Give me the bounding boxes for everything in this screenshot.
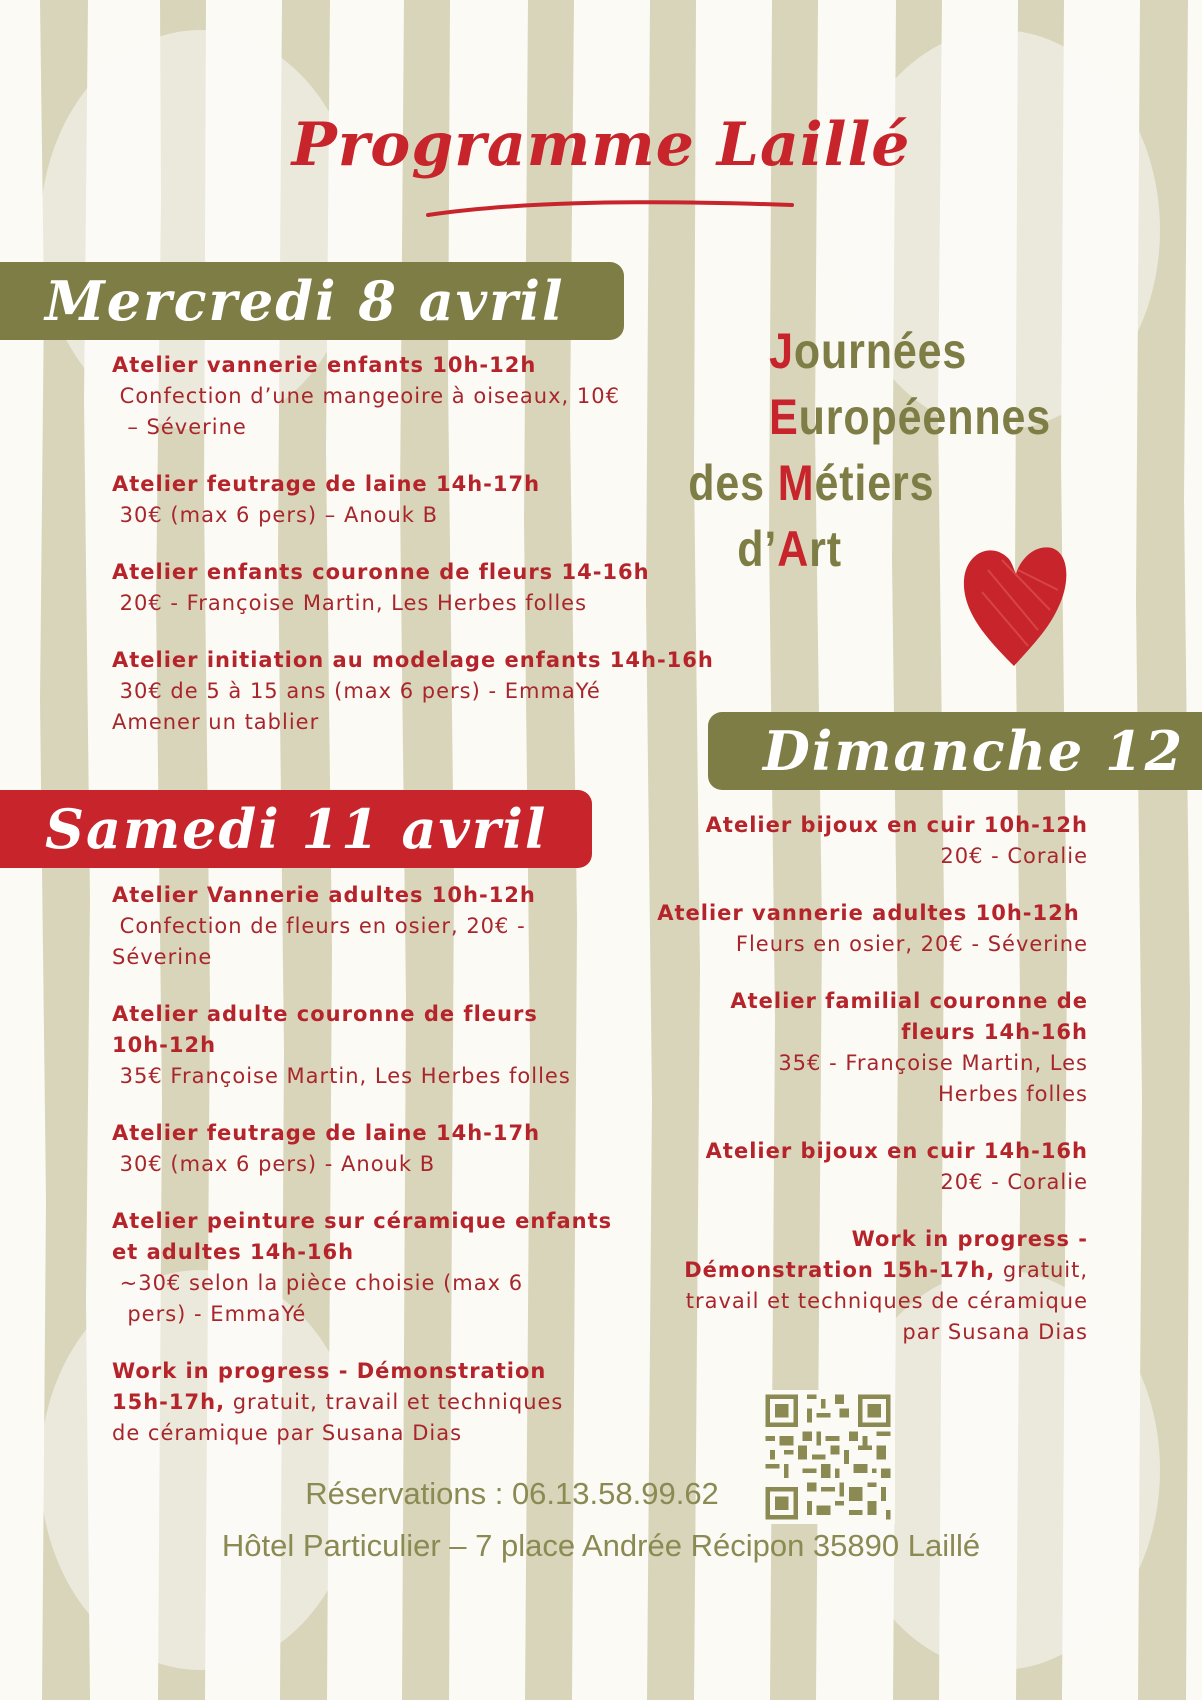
event-title: Atelier enfants couronne de fleurs 14-16h bbox=[112, 560, 650, 584]
reservations: Réservations : 06.13.58.99.62 bbox=[305, 1476, 719, 1511]
event-description: pers) - EmmaYé bbox=[112, 1302, 307, 1326]
event-description: Confection de fleurs en osier, 20€ - bbox=[112, 914, 526, 938]
jema-word: des bbox=[688, 455, 778, 511]
event-description: Séverine bbox=[112, 945, 213, 969]
event-title: Atelier adulte couronne de fleurs bbox=[112, 1002, 538, 1026]
event-description: Confection d’une mangeoire à oiseaux, 10€ bbox=[112, 384, 620, 408]
heart-icon bbox=[958, 540, 1070, 670]
event-description: 35€ - Françoise Martin, Les bbox=[778, 1051, 1088, 1075]
wednesday-heading-banner bbox=[0, 262, 624, 340]
event-title: Atelier familial couronne de bbox=[730, 989, 1088, 1013]
event-item bbox=[112, 1118, 672, 1180]
event-description: ~30€ selon la pièce choisie (max 6 bbox=[112, 1271, 524, 1295]
event-description: – Séverine bbox=[112, 415, 247, 439]
event-item bbox=[620, 1136, 1088, 1198]
event-title: Work in progress - bbox=[851, 1227, 1088, 1251]
wednesday-events bbox=[112, 350, 752, 764]
jema-initial: A bbox=[777, 521, 810, 577]
event-item bbox=[620, 1224, 1088, 1348]
event-item bbox=[620, 986, 1088, 1110]
event-title-line2: et adultes 14h-16h bbox=[112, 1240, 355, 1264]
saturday-heading-banner bbox=[0, 790, 592, 868]
event-description: 20€ - Coralie bbox=[940, 1170, 1088, 1194]
event-item bbox=[112, 1356, 672, 1449]
saturday-events bbox=[112, 880, 672, 1475]
wednesday-heading: Mercredi 8 avril bbox=[45, 269, 565, 333]
page-title: Programme Laillé bbox=[291, 110, 911, 180]
event-description: Fleurs en osier, 20€ - Séverine bbox=[735, 932, 1088, 956]
event-item bbox=[620, 898, 1088, 960]
event-title: Atelier feutrage de laine 14h-17h bbox=[112, 472, 541, 496]
event-item bbox=[112, 880, 672, 973]
event-item bbox=[112, 557, 752, 619]
event-description: 20€ - Coralie bbox=[940, 844, 1088, 868]
event-title-line2: fleurs 14h-16h bbox=[901, 1020, 1088, 1044]
event-description: par Susana Dias bbox=[902, 1320, 1088, 1344]
event-item bbox=[112, 469, 752, 531]
event-title: Atelier initiation au modelage enfants 14h-16h bbox=[112, 648, 714, 672]
event-description: 30€ de 5 à 15 ans (max 6 pers) - EmmaYé bbox=[112, 679, 601, 703]
event-description bbox=[112, 1387, 672, 1418]
title-underline bbox=[420, 195, 800, 225]
sunday-heading: Dimanche 12 bbox=[763, 719, 1185, 783]
event-description: 35€ Françoise Martin, Les Herbes folles bbox=[112, 1064, 571, 1088]
event-description: de céramique par Susana Dias bbox=[112, 1421, 463, 1445]
jema-initial: J bbox=[769, 323, 794, 379]
event-description: 30€ (max 6 pers) – Anouk B bbox=[112, 503, 439, 527]
event-title: Atelier feutrage de laine 14h-17h bbox=[112, 1121, 541, 1145]
event-description-inline: gratuit, bbox=[995, 1258, 1088, 1282]
jema-word: uropéennes bbox=[798, 389, 1051, 445]
jema-word: rt bbox=[809, 521, 842, 577]
event-description: Herbes folles bbox=[938, 1082, 1088, 1106]
event-item bbox=[112, 645, 752, 738]
jema-word: étiers bbox=[814, 455, 935, 511]
sunday-heading-banner bbox=[708, 712, 1202, 790]
event-description: travail et techniques de céramique bbox=[685, 1289, 1088, 1313]
event-description-inline: gratuit, travail et techniques bbox=[225, 1390, 564, 1414]
event-title: Atelier bijoux en cuir 10h-12h bbox=[705, 813, 1088, 837]
event-title: Atelier peinture sur céramique enfants bbox=[112, 1209, 613, 1233]
event-description: 30€ (max 6 pers) - Anouk B bbox=[112, 1152, 436, 1176]
event-item bbox=[112, 1206, 672, 1330]
jema-initial: E bbox=[769, 389, 799, 445]
event-title-bold: Démonstration 15h-17h, bbox=[684, 1258, 996, 1282]
event-item bbox=[620, 810, 1088, 872]
saturday-heading: Samedi 11 avril bbox=[45, 797, 548, 861]
event-title-line2: 10h-12h bbox=[112, 1033, 217, 1057]
event-item bbox=[112, 350, 752, 443]
jema-word: ournées bbox=[793, 323, 968, 379]
event-item bbox=[112, 999, 672, 1092]
event-description: 20€ - Françoise Martin, Les Herbes folles bbox=[112, 591, 588, 615]
event-title: Atelier vannerie enfants 10h-12h bbox=[112, 353, 537, 377]
event-description: Amener un tablier bbox=[112, 710, 320, 734]
event-title: Atelier bijoux en cuir 14h-16h bbox=[705, 1139, 1088, 1163]
event-description bbox=[620, 1255, 1088, 1286]
event-title: Atelier Vannerie adultes 10h-12h bbox=[112, 883, 536, 907]
event-title: Atelier vannerie adultes 10h-12h bbox=[657, 901, 1088, 925]
jema-word: d’ bbox=[737, 521, 778, 577]
event-title-bold: 15h-17h, bbox=[112, 1390, 226, 1414]
sunday-events bbox=[620, 810, 1088, 1374]
event-title: Work in progress - Démonstration bbox=[112, 1359, 547, 1383]
address: Hôtel Particulier – 7 place Andrée Récipon 35890 Laillé bbox=[221, 1528, 981, 1563]
jema-initial: M bbox=[777, 455, 815, 511]
